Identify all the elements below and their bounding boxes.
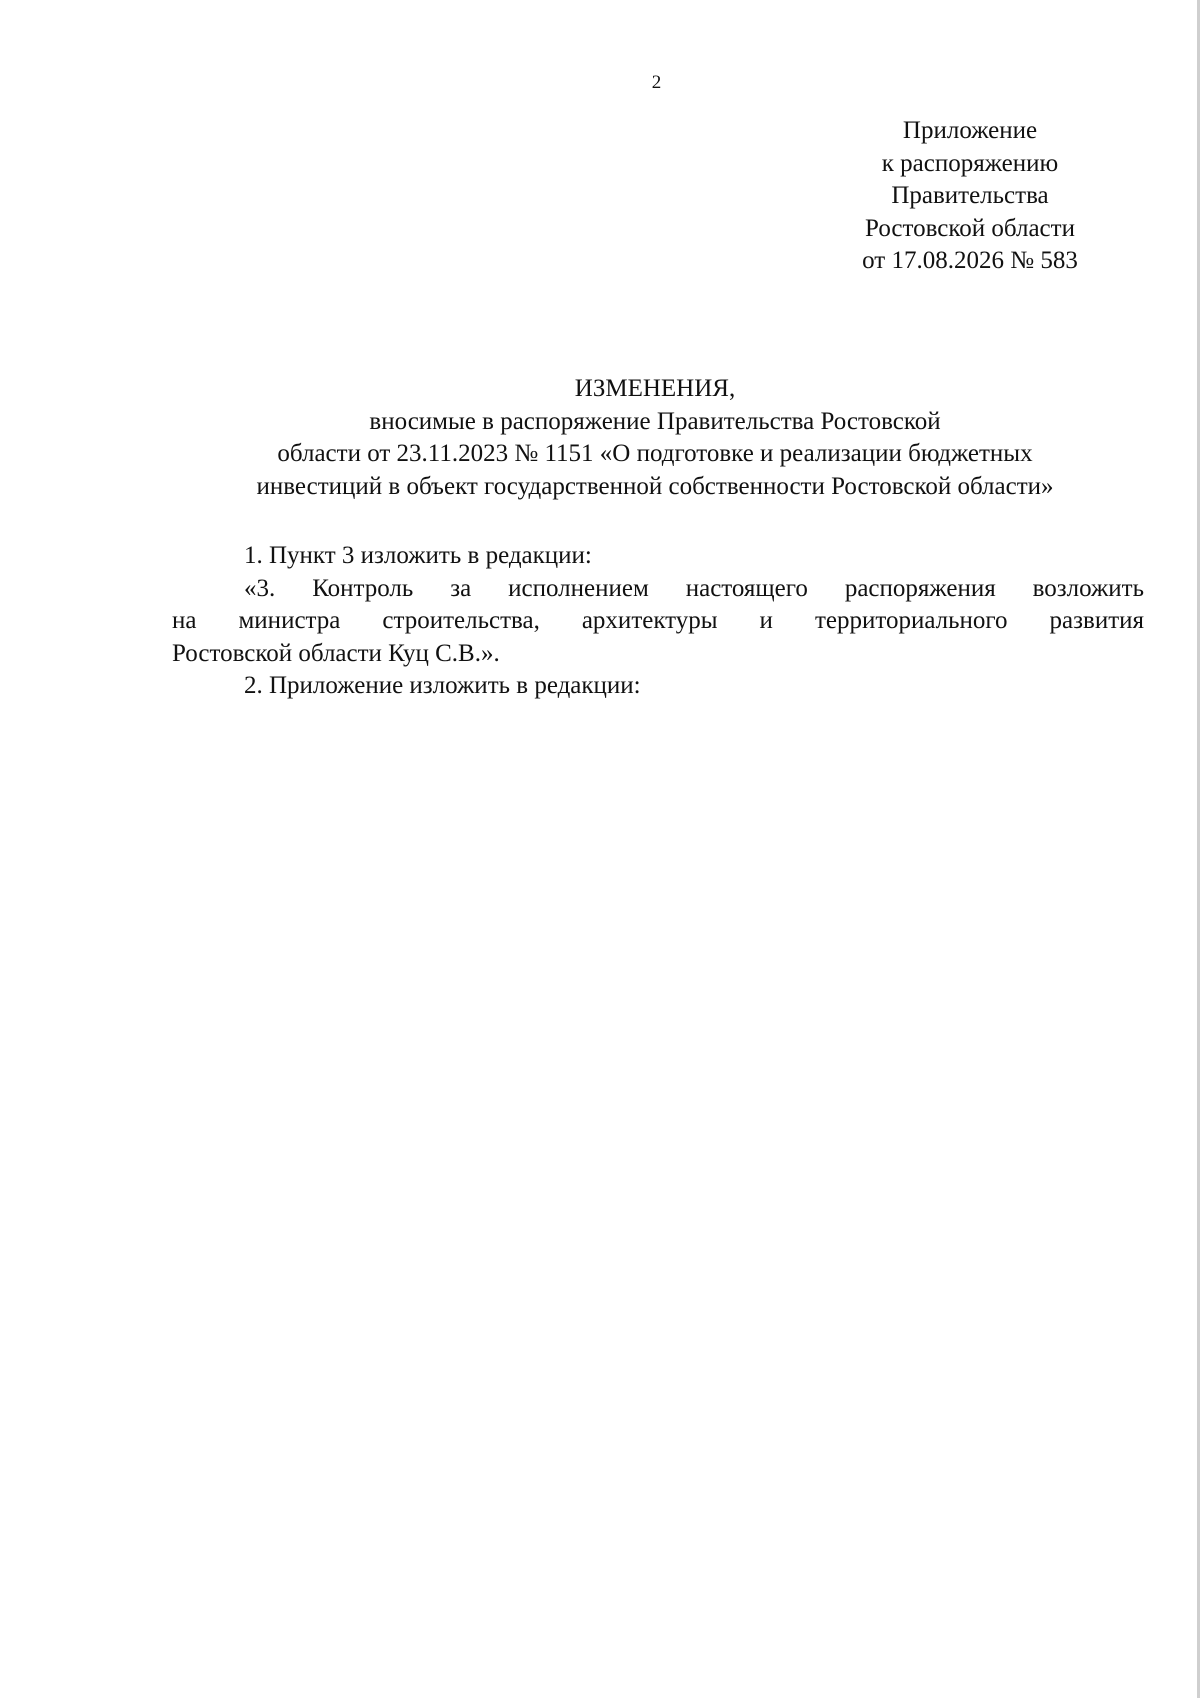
appendix-line-1: Приложение [902,117,1038,144]
appendix-block [820,115,1120,278]
heading-line-1: вносимые в распоряжение Правительства Ростовской [369,407,941,435]
heading-line-3: инвестиций в объект государственной собственности Ростовской области» [256,472,1054,500]
heading-line-2: области от 23.11.2023 № 1151 «О подготовке и реализации бюджетных [277,440,1033,467]
paragraph-item-2: 2. Приложение изложить в редакции: [244,672,641,699]
document-body [172,540,1144,703]
appendix-line-5: от 17.08.2026 № 583 [862,247,1078,274]
paragraph-item-1: 1. Пункт 3 изложить в редакции: [244,542,592,569]
quote-line-1: «3. Контроль за исполнением настоящего распоряжения возложить [244,574,1144,602]
document-heading [170,373,1140,503]
quote-line-2: на министра строительства, архитектуры и территориального развития [172,607,1144,634]
appendix-line-4: Ростовской области [865,214,1075,242]
appendix-line-3: Правительства [891,182,1049,209]
quote-line-3: Ростовской области Куц С.В.». [172,639,500,667]
appendix-line-2: к распоряжению [881,149,1059,177]
heading-title: ИЗМЕНЕНИЯ, [574,375,736,402]
page-number: 2 [651,72,662,93]
